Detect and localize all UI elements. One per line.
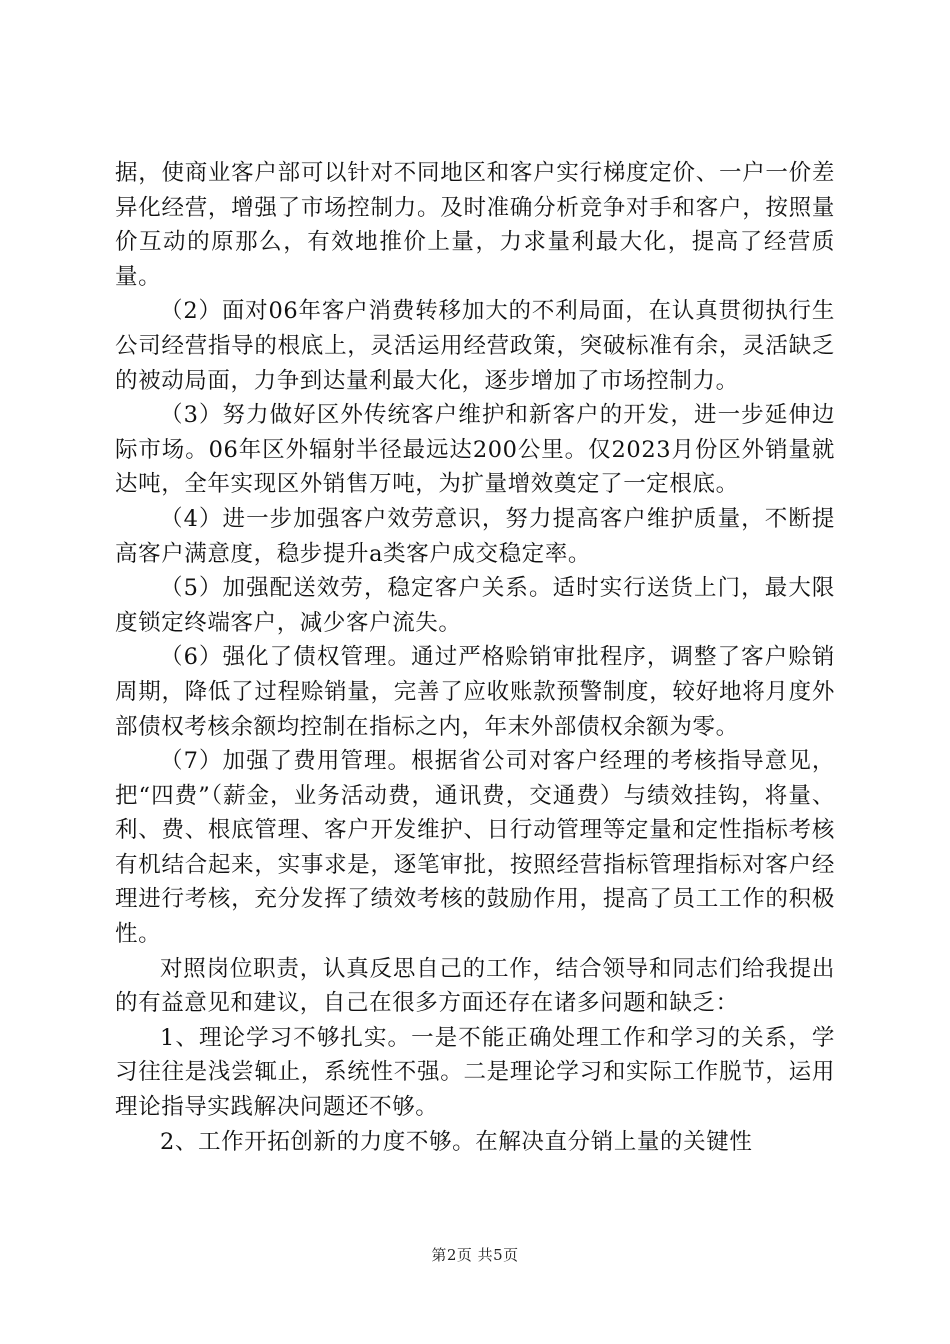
paragraph-7: （7）加强了费用管理。根据省公司对客户经理的考核指导意见，把“四费”（薪金，业务活动费，通讯费，交通费）与绩效挂钩，将量、利、费、根底管理、客户开发维护、日行动管理等定量和定性指标考核有机结合起来，实事求是，逐笔审批，按照经营指标管理指标对客户经理进行考核，充分发挥了绩效考核的鼓励作用，提高了员工工作的积极性。 (115, 748, 835, 948)
paragraph-1: 据，使商业客户部可以针对不同地区和客户实行梯度定价、一户一价差异化经营，增强了市场控制力。及时准确分析竞争对手和客户，按照量价互动的原那么，有效地推价上量，力求量利最大化，提高了经营质量。 (115, 160, 835, 290)
paragraph-2: （2）面对06年客户消费转移加大的不利局面，在认真贯彻执行生公司经营指导的根底上，灵活运用经营政策，突破标准有余，灵活缺乏的被动局面，力争到达量利最大化，逐步增加了市场控制力。 (115, 298, 835, 394)
paragraph-4: （4）进一步加强客户效劳意识，努力提高客户维护质量，不断提高客户满意度，稳步提升a类客户成交稳定率。 (115, 505, 835, 567)
paragraph-9: 1、理论学习不够扎实。一是不能正确处理工作和学习的关系，学习往往是浅尝辄止，系统性不强。二是理论学习和实际工作脱节，运用理论指导实践解决问题还不够。 (115, 1024, 835, 1121)
paragraph-8: 对照岗位职责，认真反思自己的工作，结合领导和同志们给我提出的有益意见和建议，自己在很多方面还存在诸多问题和缺乏： (115, 955, 835, 1017)
paragraph-3: （3）努力做好区外传统客户维护和新客户的开发，进一步延伸边际市场。06年区外辐射半径最远达200公里。仅2023月份区外销量就达吨，全年实现区外销售万吨，为扩量增效奠定了一定根底。 (115, 402, 835, 498)
page-footer: 第2页 共5页 (431, 1246, 519, 1264)
paragraph-6: （6）强化了债权管理。通过严格赊销审批程序，调整了客户赊销周期，降低了过程赊销量，完善了应收账款预警制度，较好地将月度外部债权考核余额均控制在指标之内，年末外部债权余额为零。 (115, 644, 835, 740)
paragraph-10: 2、工作开拓创新的力度不够。在解决直分销上量的关键性 (160, 1128, 753, 1155)
document-body (115, 156, 835, 1159)
paragraph-5: （5）加强配送效劳，稳定客户关系。适时实行送货上门，最大限度锁定终端客户，减少客户流失。 (115, 575, 835, 636)
